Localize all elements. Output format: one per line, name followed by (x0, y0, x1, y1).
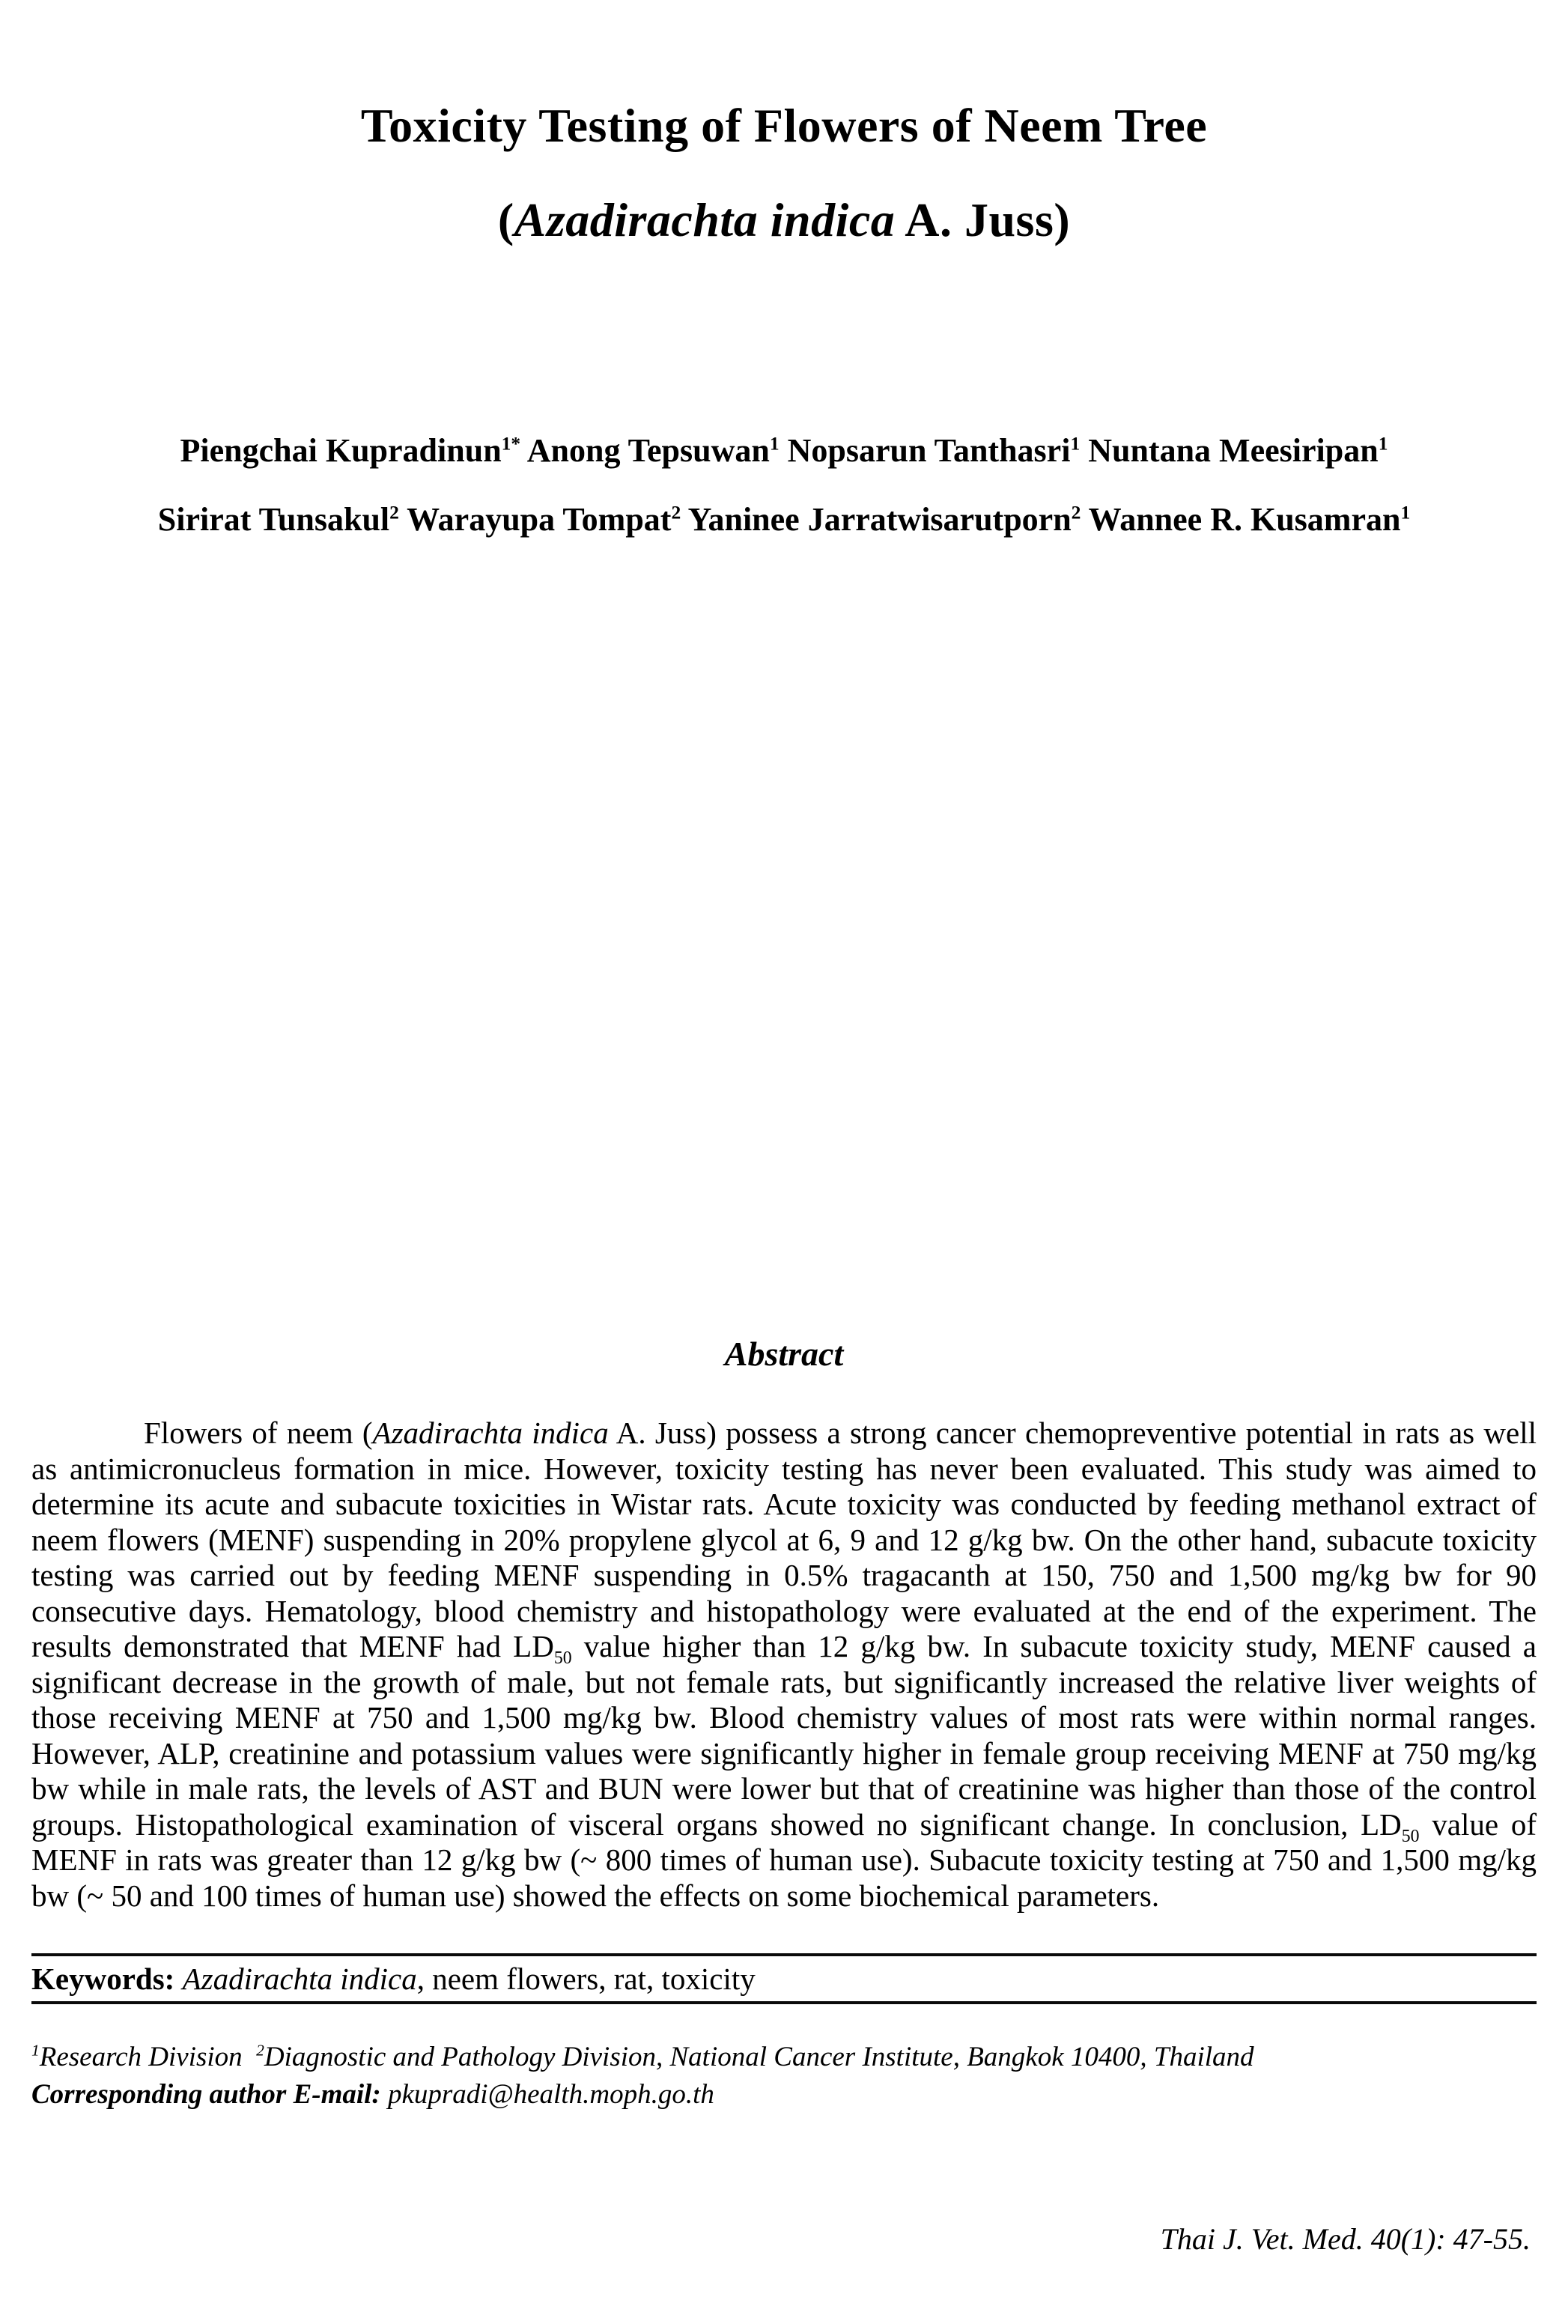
affiliation-line: $^1$Research Division $^2$Diagnostic and Pathology Division, National Cancer Institute, Bangkok 10400, Thailand (31, 2041, 1254, 2072)
journal-citation: Thai J. Vet. Med. 40(1): 47-55. (1160, 2222, 1531, 2256)
paper-title-line-2: (Azadirachta indica A. Juss) (497, 193, 1071, 246)
keywords-rule-bottom (31, 2001, 1537, 2004)
keywords-line: Keywords: Azadirachta indica, neem flowers, rat, toxicity (31, 1962, 756, 1996)
keywords-rule-top (31, 1953, 1537, 1956)
corresponding-author-line: Corresponding author E-mail: pkupradi@health.moph.go.th (31, 2079, 714, 2110)
author-line-1: Piengchai Kupradinun$^{1*}$ Anong Tepsuwan$^1$ Nopsarun Tanthasri$^1$ Nuntana Meesiripan$^1$ (180, 432, 1388, 469)
affiliation-footnote (31, 2039, 1537, 2114)
paper-title-line-1: Toxicity Testing of Flowers of Neem Tree (360, 99, 1208, 152)
author-line-2: Sirirat Tunsakul$^2$ Warayupa Tompat$^2$ Yaninee Jarratwisarutporn$^2$ Wannee R. Kusamran$^1$ (157, 501, 1411, 538)
paper-title (0, 79, 1568, 267)
author-list (0, 416, 1568, 554)
abstract-paragraph: Flowers of neem (Azadirachta indica A. Juss) possess a strong cancer chemopreventive potential in rats as well as antimicronucleus formation in mice. However, toxicity testing has never been evaluated. This study was aimed to determine its acute and subacute toxicities in Wistar rats. Acute toxicity was conducted by feeding methanol extract of neem flowers (MENF) suspending in 20% propylene glycol at 6, 9 and 12 g/kg bw. On the other hand, subacute toxicity testing was carried out by feeding MENF suspending in 0.5% tragacanth at 150, 750 and 1,500 mg/kg bw for 90 consecutive days. Hematology, blood chemistry and histopathology were evaluated at the end of the experiment. The results demonstrated that MENF had $LD_{50}$ value higher than 12 g/kg bw. In subacute toxicity study, MENF caused a significant decrease in the growth of male, but not female rats, but significantly increased the relative liver weights of those receiving MENF at 750 and 1,500 mg/kg bw. Blood chemistry values of most rats were within normal ranges. However, ALP, creatinine and potassium values were significantly higher in female group receiving MENF at 750 mg/kg bw while in male rats, the levels of AST and BUN were lower but that of creatinine was higher than those of the control groups. Histopathological examination of visceral organs showed no significant change. In conclusion, $LD_{50}$ value of MENF in rats was greater than 12 g/kg bw (~ 800 times of human use). Subacute toxicity testing at 750 and 1,500 mg/kg bw (~ 50 and 100 times of human use) showed the effects on some biochemical parameters. (31, 1416, 1537, 1913)
abstract-heading: Abstract (724, 1335, 844, 1373)
